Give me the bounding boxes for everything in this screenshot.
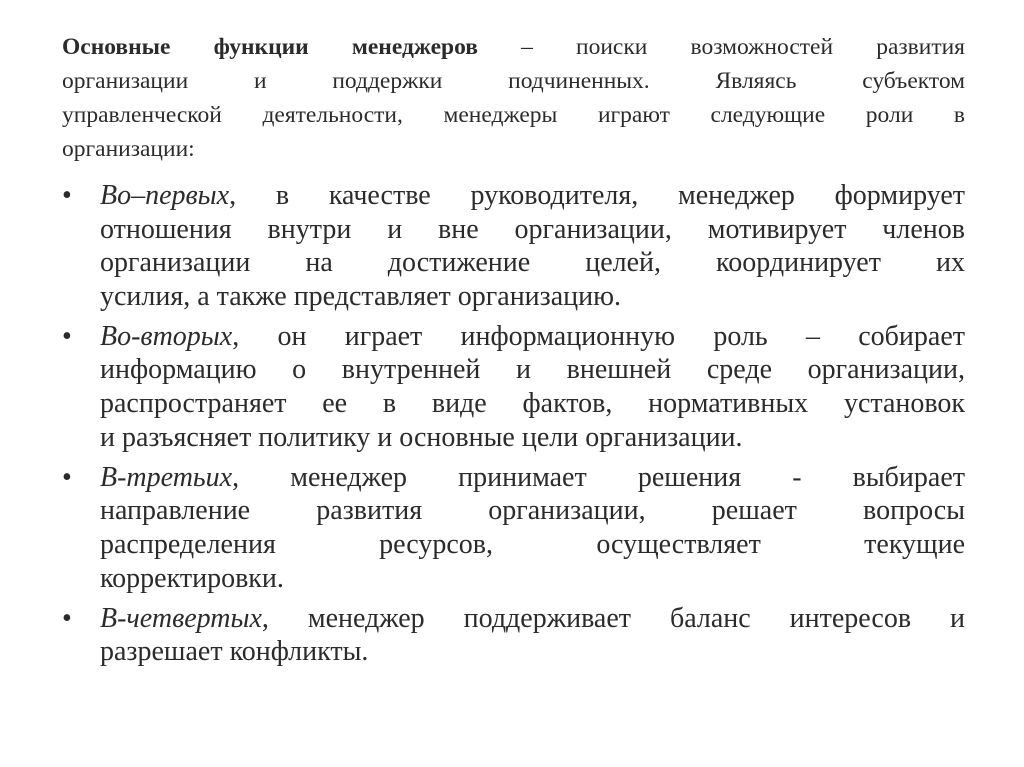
bullet-icon: • <box>62 320 72 352</box>
bullet-line <box>100 602 965 636</box>
list-item <box>62 179 965 313</box>
bullet-text: , менеджер поддерживает баланс интересов и <box>261 602 965 634</box>
bullet-line: разрешает конфликты. <box>100 636 369 668</box>
bullet-line <box>100 179 965 213</box>
intro-bold-lead: Основные функции менеджеров <box>62 34 478 60</box>
bullet-text: , он играет информационную роль – собирает <box>232 320 965 352</box>
intro-line: организации: <box>62 136 195 162</box>
bullet-line: распространяет ее в виде фактов, нормативных установок <box>100 388 965 420</box>
bullet-line: направление развития организации, решает вопросы <box>100 495 965 527</box>
bullet-lead: В-третьих <box>100 461 233 493</box>
list-item <box>62 602 965 669</box>
bullet-line: распределения ресурсов, осуществляет текущие <box>100 528 965 560</box>
intro-text: – поиски возможностей развития <box>477 34 965 60</box>
intro-line <box>62 30 965 64</box>
bullet-text: , в качестве руководителя, менеджер формирует <box>229 180 965 211</box>
bullet-lead: В-четвертых <box>100 602 262 634</box>
bullet-lead: Во–первых <box>100 180 230 211</box>
bullet-icon: • <box>62 461 72 493</box>
bullet-line: информацию о внутренней и внешней среде организации, <box>100 354 965 386</box>
bullet-line: отношения внутри и вне организации, мотивирует членов <box>100 213 965 245</box>
intro-line: организации и поддержки подчиненных. Являясь субъектом <box>62 68 965 94</box>
intro-paragraph <box>62 30 965 166</box>
list-item <box>62 461 965 595</box>
intro-line: управленческой деятельности, менеджеры играют следующие роли в <box>62 102 965 128</box>
bullet-line: и разъясняет политику и основные цели организации. <box>100 421 743 453</box>
bullet-icon: • <box>62 602 72 634</box>
bullet-line <box>100 320 965 354</box>
bullet-text: , менеджер принимает решения - выбирает <box>232 461 965 493</box>
bullet-line: корректировки. <box>100 562 284 594</box>
bullet-line: организации на достижение целей, координирует их <box>100 247 965 279</box>
bullet-list <box>62 179 965 675</box>
bullet-icon: • <box>62 180 72 211</box>
bullet-line <box>100 461 965 495</box>
list-item <box>62 320 965 454</box>
bullet-line: усилия, а также представляет организацию. <box>100 280 622 312</box>
bullet-lead: Во-вторых <box>100 320 233 352</box>
